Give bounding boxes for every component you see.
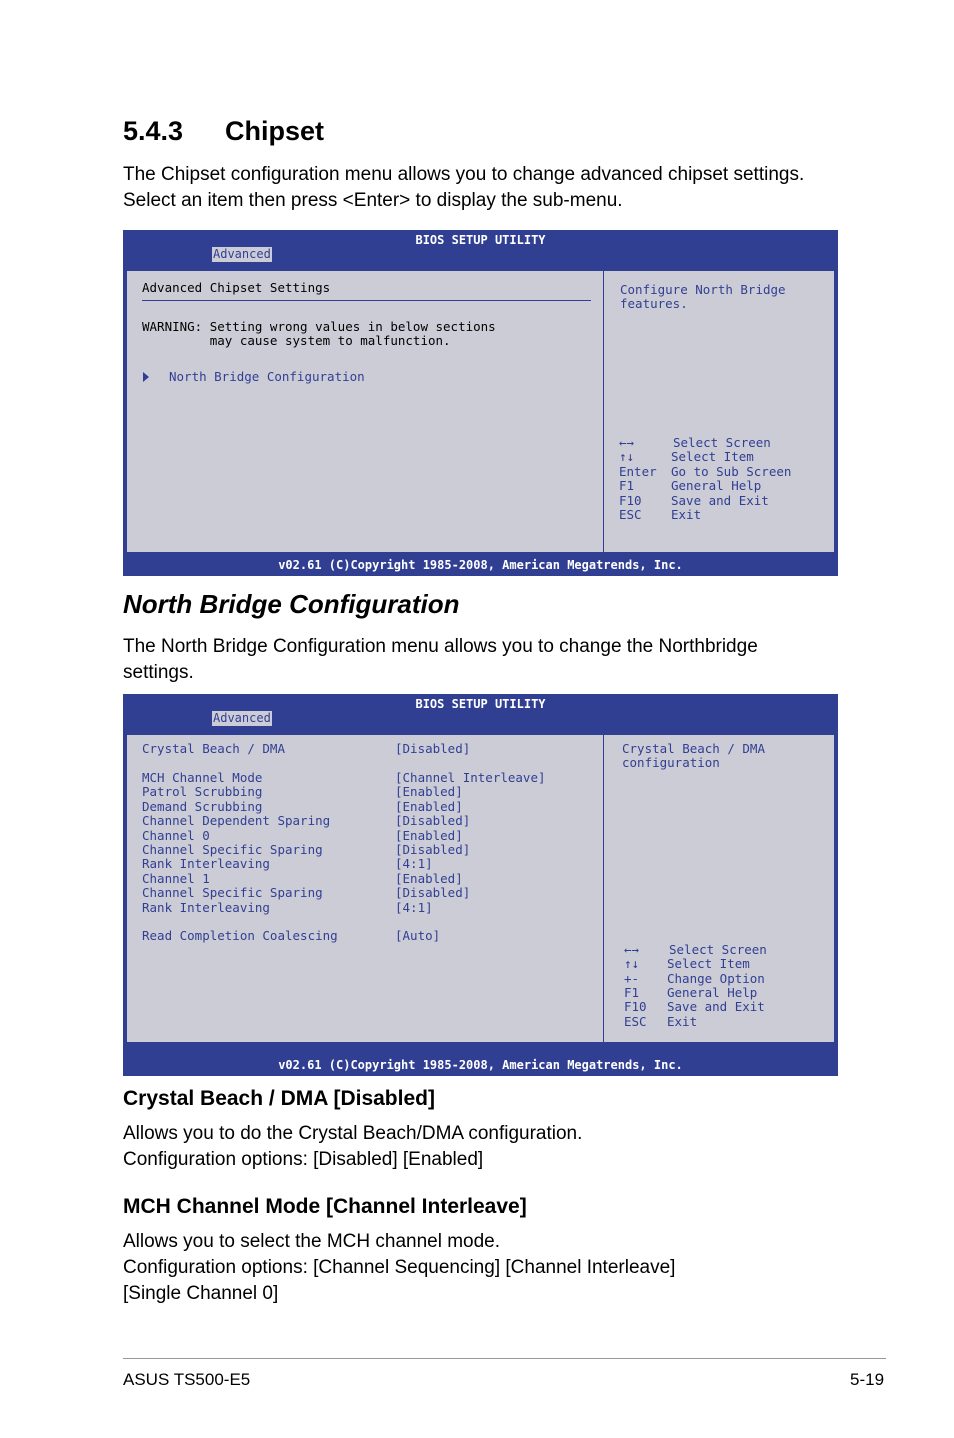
key-select-item-key: ↑↓ <box>624 956 640 971</box>
setting-read-completion-coalescing-label[interactable]: Read Completion Coalescing <box>142 928 338 943</box>
bios-title-bar <box>123 230 838 266</box>
chipset-intro <box>123 162 863 214</box>
setting-channel-1-value[interactable]: [Enabled] <box>395 871 463 886</box>
key-select-screen-key: ←→ <box>619 435 635 450</box>
setting-channel-0-value[interactable]: [Enabled] <box>395 828 463 843</box>
section-title: Chipset <box>225 116 325 146</box>
setting-demand-scrubbing-label[interactable]: Demand Scrubbing <box>142 799 263 814</box>
setting-channel-1-rank-interleaving-value[interactable]: [4:1] <box>395 900 433 915</box>
panel-divider <box>603 735 604 1042</box>
key-f10-action: Save and Exit <box>671 493 769 508</box>
mch-line-1: Allows you to select the MCH channel mode. <box>123 1231 501 1252</box>
key-f10-key: F10 <box>619 493 642 508</box>
setting-demand-scrubbing-value[interactable]: [Enabled] <box>395 799 463 814</box>
key-f1-action: General Help <box>667 985 758 1000</box>
mch-channel-mode-description <box>123 1229 863 1307</box>
bios-screen-chipset <box>123 230 838 576</box>
key-select-screen-action: Select Screen <box>673 435 771 450</box>
north-bridge-intro-line-2: settings. <box>123 662 194 683</box>
setting-read-completion-coalescing-value[interactable]: [Auto] <box>395 928 441 943</box>
setting-patrol-scrubbing-value[interactable]: [Enabled] <box>395 784 463 799</box>
key-select-screen-key: ←→ <box>624 942 640 957</box>
bios-frame <box>123 266 838 556</box>
crystal-beach-heading: Crystal Beach / DMA [Disabled] <box>123 1087 435 1110</box>
north-bridge-heading: North Bridge Configuration <box>123 589 460 619</box>
north-bridge-intro-line-1: The North Bridge Configuration menu allows you to change the Northbridge <box>123 636 758 657</box>
setting-channel-0-specific-sparing-value[interactable]: [Disabled] <box>395 842 471 857</box>
mch-channel-mode-heading: MCH Channel Mode [Channel Interleave] <box>123 1195 527 1218</box>
bios-copyright-bar: v02.61 (C)Copyright 1985-2008, American Megatrends, Inc. <box>123 556 838 576</box>
setting-channel-0-label[interactable]: Channel 0 <box>142 828 210 843</box>
bios-screen-north-bridge <box>123 694 838 1076</box>
mch-options-line-1: Configuration options: [Channel Sequencing] [Channel Interleave] <box>123 1257 676 1278</box>
bios-copyright-bar: v02.61 (C)Copyright 1985-2008, American Megatrends, Inc. <box>123 1056 838 1076</box>
tab-advanced[interactable]: Advanced <box>213 247 271 261</box>
setting-channel-1-specific-sparing-label[interactable]: Channel Specific Sparing <box>142 885 323 900</box>
key-f10-action: Save and Exit <box>667 999 765 1014</box>
crystal-beach-options: Configuration options: [Disabled] [Enabled] <box>123 1149 484 1170</box>
key-enter-action: Go to Sub Screen <box>671 464 792 479</box>
setting-channel-dependent-sparing-label[interactable]: Channel Dependent Sparing <box>142 813 331 828</box>
key-esc-action: Exit <box>671 507 702 522</box>
setting-crystal-beach-value[interactable]: [Disabled] <box>395 741 471 756</box>
setting-channel-0-specific-sparing-label[interactable]: Channel Specific Sparing <box>142 842 323 857</box>
setting-channel-0-rank-interleaving-label[interactable]: Rank Interleaving <box>142 856 270 871</box>
key-change-option-key: +- <box>624 971 640 986</box>
footer-rule <box>123 1358 886 1359</box>
key-esc-action: Exit <box>667 1014 698 1029</box>
chipset-intro-line-2: Select an item then press <Enter> to display the sub-menu. <box>123 190 623 211</box>
setting-mch-channel-mode-label[interactable]: MCH Channel Mode <box>142 770 263 785</box>
key-f1-key: F1 <box>619 478 635 493</box>
key-change-option-action: Change Option <box>667 971 765 986</box>
setting-crystal-beach-label[interactable]: Crystal Beach / DMA <box>142 741 285 756</box>
bios-panel <box>126 734 835 1043</box>
section-number: 5.4.3 <box>123 116 184 146</box>
key-esc-key: ESC <box>624 1014 647 1029</box>
bios-panel <box>126 270 835 553</box>
key-enter-key: Enter <box>619 464 657 479</box>
setting-channel-1-rank-interleaving-label[interactable]: Rank Interleaving <box>142 900 270 915</box>
panel-divider <box>603 271 604 552</box>
submenu-arrow-icon <box>143 372 149 382</box>
bios-utility-title: BIOS SETUP UTILITY <box>415 697 546 711</box>
chipset-intro-line-1: The Chipset configuration menu allows you to change advanced chipset settings. <box>123 164 805 185</box>
key-select-item-key: ↑↓ <box>619 449 635 464</box>
key-select-item-action: Select Item <box>667 956 750 971</box>
setting-channel-dependent-sparing-value[interactable]: [Disabled] <box>395 813 471 828</box>
setting-mch-channel-mode-value[interactable]: [Channel Interleave] <box>395 770 546 785</box>
section-heading <box>123 116 324 147</box>
help-line-2: features. <box>620 296 688 311</box>
bios-title-bar <box>123 694 838 730</box>
key-esc-key: ESC <box>619 507 642 522</box>
footer-product: ASUS TS500-E5 <box>123 1370 251 1389</box>
setting-channel-1-specific-sparing-value[interactable]: [Disabled] <box>395 885 471 900</box>
warning-line-1: WARNING: Setting wrong values in below sections <box>142 319 496 334</box>
key-select-screen-action: Select Screen <box>669 942 767 957</box>
crystal-beach-description <box>123 1121 863 1173</box>
mch-options-line-2: [Single Channel 0] <box>123 1283 279 1304</box>
help-line-2: configuration <box>622 755 720 770</box>
setting-channel-0-rank-interleaving-value[interactable]: [4:1] <box>395 856 433 871</box>
key-select-item-action: Select Item <box>671 449 754 464</box>
key-f1-action: General Help <box>671 478 762 493</box>
setting-patrol-scrubbing-label[interactable]: Patrol Scrubbing <box>142 784 263 799</box>
settings-heading: Advanced Chipset Settings <box>142 280 331 295</box>
key-f1-key: F1 <box>624 985 640 1000</box>
help-line-1: Crystal Beach / DMA <box>622 741 765 756</box>
bios-utility-title: BIOS SETUP UTILITY <box>415 233 546 247</box>
help-line-1: Configure North Bridge <box>620 282 786 297</box>
setting-channel-1-label[interactable]: Channel 1 <box>142 871 210 886</box>
heading-underline <box>142 300 591 301</box>
crystal-beach-line-1: Allows you to do the Crystal Beach/DMA configuration. <box>123 1123 583 1144</box>
north-bridge-intro <box>123 634 863 686</box>
key-f10-key: F10 <box>624 999 647 1014</box>
bios-frame <box>123 730 838 1056</box>
footer-page-number: 5-19 <box>850 1370 885 1389</box>
tab-advanced[interactable]: Advanced <box>213 711 271 725</box>
submenu-north-bridge[interactable]: North Bridge Configuration <box>169 369 365 384</box>
warning-line-2: may cause system to malfunction. <box>142 333 451 348</box>
